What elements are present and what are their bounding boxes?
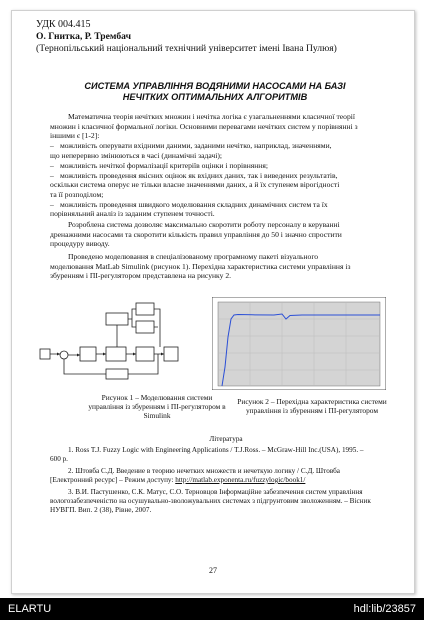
disturbance-block [106, 313, 128, 325]
paper-page [11, 10, 415, 594]
paragraph-3-line-1: Проведено моделювання в спеціалізованому програмному пакеті візуального [68, 252, 319, 261]
reference-2-line-1: 2. Штовба С.Д. Введение в теорию нечетких множеств и нечеткую логику / С.Д. Штовба [68, 467, 340, 475]
simulink-model-figure [36, 297, 206, 387]
reference-1 [50, 446, 402, 464]
sum-block [60, 351, 68, 359]
paragraph-2-line-3: процедуру виводу. [50, 239, 110, 249]
figure-1-caption-line-2: управління із збуренням і ПІ-регулятором в [88, 402, 226, 411]
plant-block [106, 347, 126, 361]
references-heading: Література [209, 435, 243, 443]
delay-block [136, 321, 154, 333]
reference-3-line-3: НУВГП. Вип. 2 (38), Рівне, 2007. [50, 506, 152, 514]
scope-block [164, 347, 178, 361]
repository-footer [0, 598, 424, 620]
reference-3-line-2: вологозабезпеченістю на осушувально-зволожувальних системах з підгрунтовим зволоженням. – Вісник [50, 497, 371, 505]
bullet-3: – можливість проведення якісних оцінок як вхідних даних, так і виведених результатів, оскільки система оперує не тільки власне значеннями даних, а й їх ступенем вірогідності та її розподілом; [60, 171, 400, 200]
bullet-3-line-2: оскільки система оперує не тільки власне значеннями даних, а й їх ступенем вірогідності [50, 180, 340, 190]
figure-1-caption-line-1: Рисунок 1 – Моделювання системи [101, 393, 213, 402]
paragraph-1-line-1: Математична теорія нечітких множин і нечітка логіка є узагальненнями класичної теорії [68, 112, 355, 121]
bullet-3-line-1: можливість проведення якісних оцінок як вхідних даних, так і виведених результатів, [60, 170, 338, 180]
reference-1-line-1: 1. Ross T.J. Fuzzy Logic with Engineering Applications / T.J.Ross. – McGraw-Hill Inc.(USA), 1995. – [68, 446, 364, 454]
paragraph-3-line-2: моделювання MatLab Simulink (рисунок 1). Перехідна характеристика системи управління із [50, 261, 351, 271]
pi-controller-block [80, 347, 96, 361]
udc-code: УДК 004.415 [36, 19, 91, 30]
footer-handle: hdl:lib/23857 [353, 603, 416, 615]
reference-1-line-2: 600 p. [50, 455, 68, 463]
bullet-1: – можливість оперувати вхідними даними, заданими нечітко, наприклад, значеннями, що неперервно змінюються в часі (динамічні задачі); [60, 141, 400, 160]
figure-2-caption-line-1: Рисунок 2 – Перехідна характеристика системи [237, 397, 387, 406]
figure-1-caption-line-3: Simulink [143, 411, 171, 420]
affiliation: (Тернопільський національний технічний університет імені Івана Пулюя) [36, 43, 337, 54]
bullet-3-line-3: та її розподілом; [50, 189, 104, 199]
bullet-1-line-1: можливість оперувати вхідними даними, заданими нечітко, наприклад, значеннями, [60, 141, 332, 150]
step-block [40, 349, 50, 359]
bullet-4-line-1: можливість проведення швидкого моделювання складних динамічних систем та їх [60, 199, 328, 209]
reference-2 [50, 467, 402, 485]
figure-2-caption [217, 397, 407, 415]
bullet-4-line-2: порівняльний аналіз із заданим ступенем точності. [50, 209, 215, 219]
bullet-2-line-1: можливість нечіткої формалізації критеріїв оцінки і порівняння; [60, 160, 268, 170]
paper-title-line-2: НЕЧІТКИХ ОПТИМАЛЬНИХ АЛГОРИТМІВ [122, 92, 308, 102]
authors: О. Гнитка, Р. Трембач [36, 31, 131, 42]
paragraph-2-line-2: дренажними насосами та скоротити кількість правил управління до 50 і значно спростити [50, 229, 342, 239]
figure-1-caption [82, 393, 232, 420]
paragraph-2-line-1: Розроблена система дозволяє максимально скоротити роботу персоналу в керуванні [68, 220, 340, 229]
page-number: 27 [209, 566, 217, 575]
paragraph-1-line-2: множин і класичної формальної логіки. Основними перевагами нечітких систем у порівнянні з [50, 121, 358, 131]
transfer-function-block [136, 347, 154, 361]
figure-2-caption-line-2: управління із збуренням і ПІ-регулятором [245, 406, 379, 415]
paragraph-3-line-3: збуренням і ПІ-регулятором представлена на рисунку 2. [50, 271, 232, 281]
bullet-2: – можливість нечіткої формалізації критеріїв оцінки і порівняння; [60, 161, 400, 171]
reference-3 [50, 488, 402, 515]
paragraph-1-line-3: іншими є [1-2]: [50, 131, 100, 141]
paper-title-line-1: СИСТЕМА УПРАВЛІННЯ ВОДЯНИМИ НАСОСАМИ НА БАЗІ [84, 81, 346, 91]
feedback-block [106, 369, 128, 379]
bullet-4: – можливість проведення швидкого моделювання складних динамічних систем та їх порівняльний аналіз із заданим ступенем точності. [60, 200, 400, 219]
reference-2-line-2: [Електронний ресурс] – Режим доступу: [50, 476, 176, 484]
gain-block [136, 303, 154, 315]
bullet-1-line-2: що неперервно змінюються в часі (динамічні задачі); [50, 150, 222, 160]
footer-left-label: ELARTU [8, 603, 52, 615]
transient-response-figure [212, 297, 386, 390]
reference-2-link[interactable]: http://matlab.exponenta.ru/fuzzylogic/book1/ [175, 476, 306, 484]
reference-3-line-1: 3. В.И. Пастушенко, С.К. Матус, С.О. Терновцов Інформаційне забезпечення систем управління [68, 488, 363, 496]
